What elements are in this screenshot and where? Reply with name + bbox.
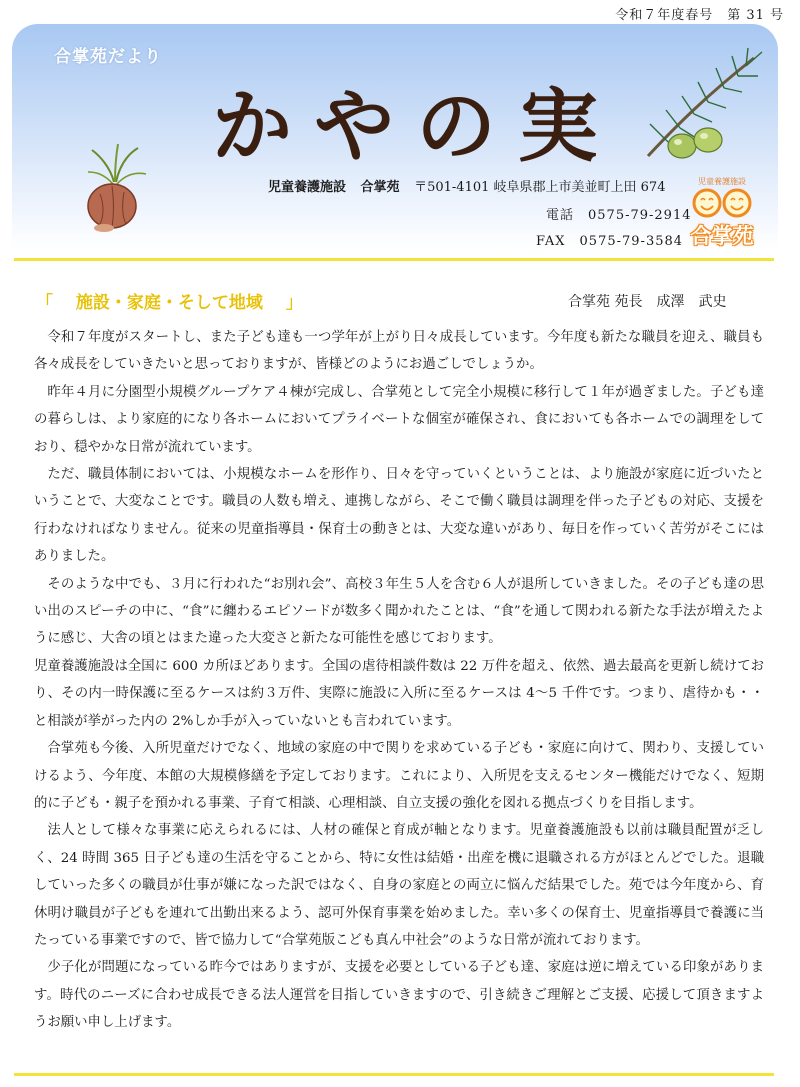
article-body [34, 324, 764, 1037]
logo-top-text: 児童養護施設 [698, 177, 746, 186]
facility-logo [672, 176, 772, 250]
smiley-faces-icon [690, 186, 754, 220]
paragraph: 昨年４月に分園型小規模グループケア４棟が完成し、合掌苑として完全小規模に移行して１年が過ぎました。子ども達の暮らしは、より家庭的になり各ホームにおいてプライベートな個室が確保され、食においても各ホームでの調理をしており、穏やかな日常が流れています。 [34, 384, 764, 455]
article-author: 合掌苑 苑長 成澤 武史 [568, 294, 727, 310]
series-name: 合掌苑だより [54, 47, 162, 67]
onion-illustration [70, 142, 160, 242]
masthead [12, 24, 778, 250]
fax-number: FAX 0575-79-3584 [536, 234, 684, 249]
paragraph: 合掌苑も今後、入所児童だけでなく、地域の家庭の中で関りを求めている子ども・家庭に向けて、関わり、支援していけるよう、今年度、本館の大規模修繕を予定しております。これにより、入所児を支えるセンター機能だけでなく、短期的に子ども・親子を預かれる事業、子育て相談、心理相談、自立支援の強化を図れる拠点づくりを目指します。 [34, 741, 764, 811]
paragraph: 令和７年度がスタートし、また子ども達も一つ学年が上がり日々成長しています。今年度も新たな職員を迎え、職員も各々成長をしていきたいと思っておりますが、皆様どのようにお過ごしでしょうか。 [34, 330, 764, 373]
paragraph: 児童養護施設は全国に 600 カ所ほどあります。全国の虐待相談件数は 22 万件を超え、依然、過去最高を更新し続けており、その内一時保護に至るケースは約３万件、実際に施設に入所に至るケースは 4～5 千件です。つまり、虐待かも・・と相談が挙がった内の 2%しか手が入っていないとも言われています。 [34, 658, 764, 729]
logo-name: 合掌苑 [690, 224, 754, 248]
facility-address: 〒501-4101 岐阜県郡上市美並町上田 674 [414, 180, 666, 195]
paragraph: 法人として様々な事業に応えられるには、人材の確保と育成が軸となります。児童養護施設も以前は職員配置が乏しく、24 時間 365 日子ども達の生活を守ることから、特に女性は結婚・出産を機に退職される方がほとんどでした。退職していった多くの職員が仕事が嫌になった訳ではなく、自身の家庭との両立に悩んだ結果でした。苑では今年度から、育休明け職員が子どもを連れて出勤出来るよう、認可外保育事業を始めました。幸い多くの保育士、児童指導員で養護に当たっている事業ですので、皆で協力して“合掌苑版こども真ん中社会”のような日常が流れております。 [34, 823, 764, 948]
newsletter-title: かやの実 [212, 80, 620, 173]
phone-number: 電話 0575-79-2914 [546, 208, 692, 223]
paragraph: 少子化が問題になっている昨今ではありますが、支援を必要としている子ども達、家庭は逆に増えている印象があります。時代のニーズに合わせ成長できる法人運営を目指していきますので、引き続きご理解とご支援、応援して頂きますようお願い申し上げます。 [34, 960, 764, 1031]
paragraph: ただ、職員体制においては、小規模なホームを形作り、日々を守っていくということは、より施設が家庭に近づいたということで、大変なことです。職員の人数も増え、連携しながら、そこで働く職員は調理を伴った子どもの対応、支援を行わなければなりません。従来の児童指導員・保育士の動きとは、大変な違いがあり、毎日を作っていく苦労がそこにはありました。 [34, 467, 764, 565]
header-divider [14, 258, 774, 261]
kaya-branch-illustration [636, 46, 766, 166]
facility-info [268, 176, 675, 195]
footer-divider [14, 1073, 774, 1076]
facility-type: 児童養護施設 [268, 180, 347, 195]
issue-number: 令和７年度春号 第 31 号 [615, 8, 784, 23]
paragraph: そのような中でも、３月に行われた“お別れ会”、高校３年生５人を含む６人が退所していきました。その子ども達の思い出のスピーチの中に、“食”に纏わるエピソードが数多く聞かれたことは、“食”を通して関われる新たな手法が増えたように感じ、大舎の頃とはまた違った大変さと新たな可能性を感じております。 [34, 576, 764, 647]
facility-name: 合掌苑 [360, 180, 400, 195]
article-headline: 「 施設・家庭・そして地域 」 [36, 293, 303, 313]
